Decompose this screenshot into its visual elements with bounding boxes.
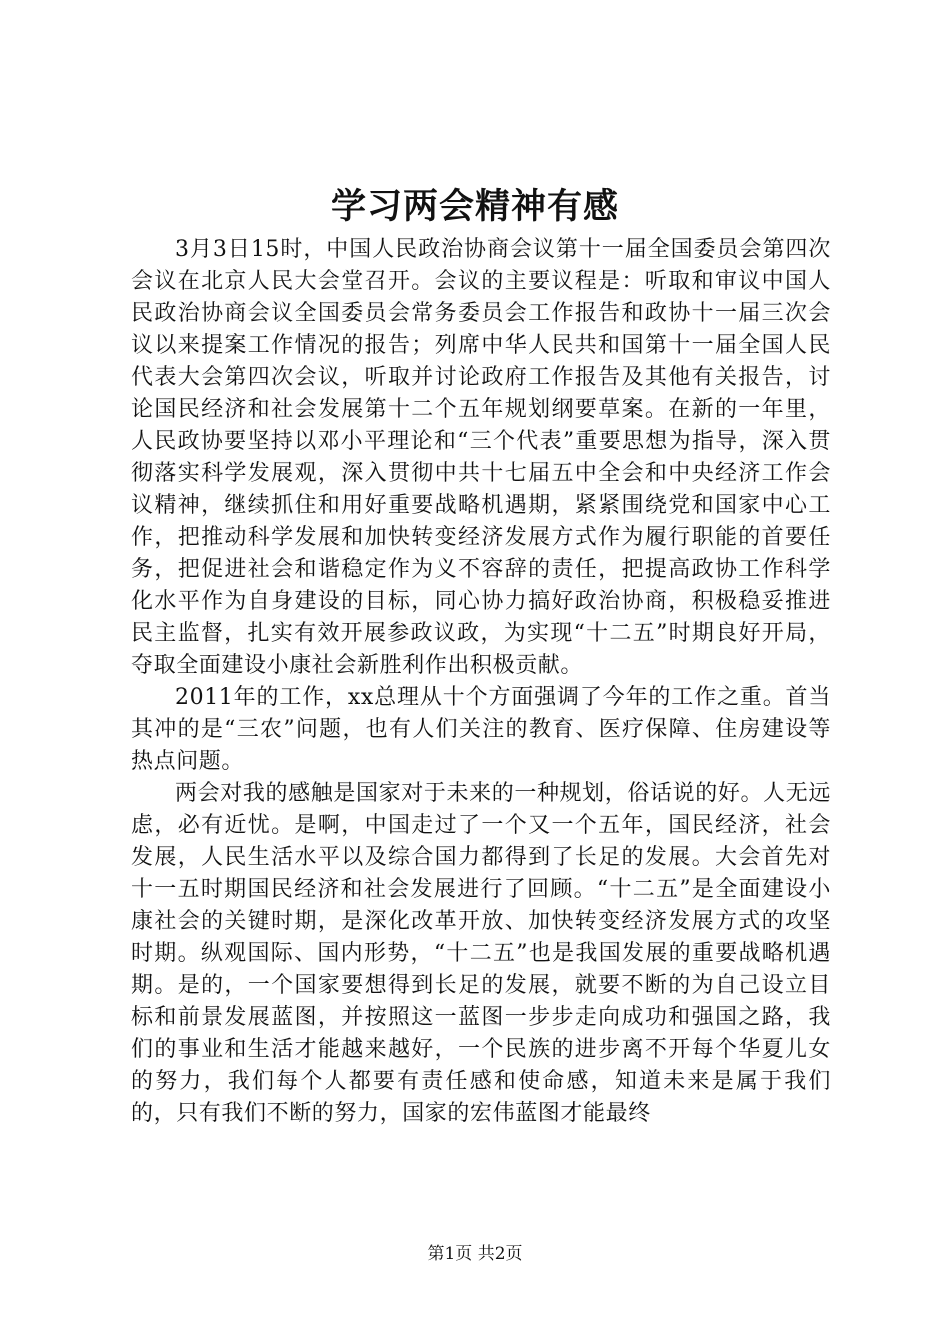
document-title: 学习两会精神有感 (330, 187, 619, 227)
paragraph-1: 3月3日15时，中国人民政治协商会议第十一届全国委员会第四次会议在北京人民大会堂召开。会议的主要议程是：听取和审议中国人民政治协商会议全国委员会常务委员会工作报告和政协十一届三次会议以来提案工作情况的报告；列席中华人民共和国第十一届全国人民代表大会第四次会议，听取并讨论政府工作报告及其他有关报告，讨论国民经济和社会发展第十二个五年规划纲要草案。在新的一年里，人民政协要坚持以邓小平理论和“三个代表”重要思想为指导，深入贯彻落实科学发展观，深入贯彻中共十七届五中全会和中央经济工作会议精神，继续抓住和用好重要战略机遇期，紧紧围绕党和国家中心工作，把推动科学发展和加快转变经济发展方式作为履行职能的首要任务，把促进社会和谐稳定作为义不容辞的责任，把提高政协工作科学化水平作为自身建设的目标，同心协力搞好政治协商，积极稳妥推进民主监督，扎实有效开展参政议政，为实现“十二五”时期良好开局，夺取全面建设小康社会新胜利作出积极贡献。 (131, 237, 831, 678)
paragraph-3: 两会对我的感触是国家对于未来的一种规划，俗话说的好。人无远虑，必有近忧。是啊，中国走过了一个又一个五年，国民经济，社会发展，人民生活水平以及综合国力都得到了长足的发展。大会首先对十一五时期国民经济和社会发展进行了回顾。“十二五”是全面建设小康社会的关键时期，是深化改革开放、加快转变经济发展方式的攻坚时期。纵观国际、国内形势，“十二五”也是我国发展的重要战略机遇期。是的，一个国家要想得到长足的发展，就要不断的为自己设立目标和前景发展蓝图，并按照这一蓝图一步步走向成功和强国之路，我们的事业和生活才能越来越好，一个民族的进步离不开每个华夏儿女的努力，我们每个人都要有责任感和使命感，知道未来是属于我们的，只有我们不断的努力，国家的宏伟蓝图才能最终 (131, 781, 831, 1126)
page-number-footer: 第1页 共2页 (427, 1244, 523, 1264)
document-body (131, 234, 831, 1130)
paragraph-2: 2011年的工作，xx总理从十个方面强调了今年的工作之重。首当其冲的是“三农”问题，也有人们关注的教育、医疗保障、住房建设等热点问题。 (131, 685, 831, 774)
